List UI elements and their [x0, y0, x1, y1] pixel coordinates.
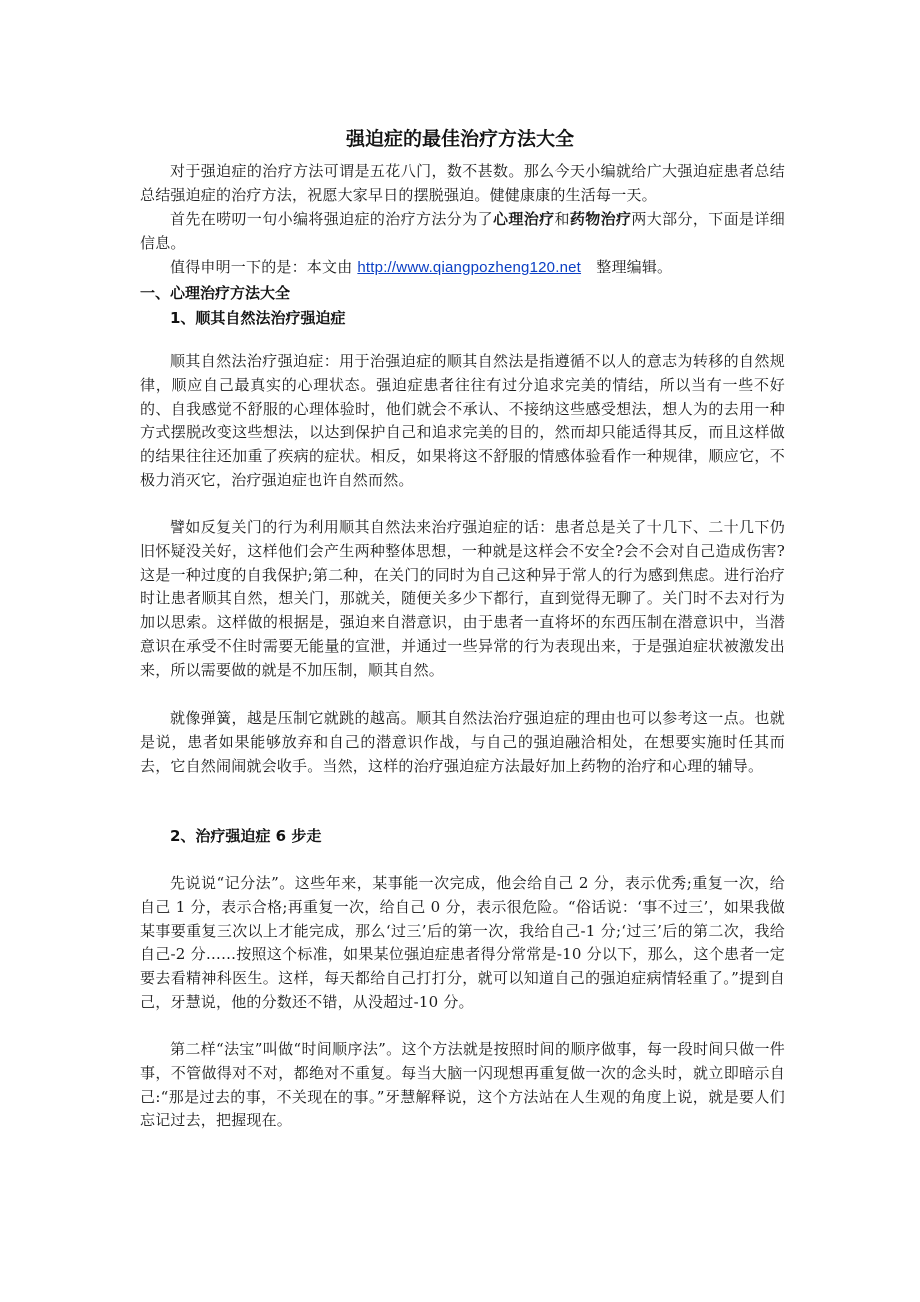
subsection-heading-2: 2、治疗强迫症 6 步走	[170, 827, 322, 845]
intro-text-c: 两大部分，下面是详细信息。	[140, 210, 785, 252]
intro-paragraph-3	[140, 256, 785, 280]
body-paragraph-5: 第二样“法宝”叫做“时间顺序法”。这个方法就是按照时间的顺序做事，每一段时间只做一件事，不管做得对不对，都绝对不重复。每当大脑一闪现想再重复做一次的念头时，就立即暗示自己:“那是过去的事，不关现在的事。”牙慧解释说，这个方法站在人生观的角度上说，就是要人们忘记过去，把握现在。	[140, 1040, 785, 1130]
source-link[interactable]: http://www.qiangpozheng120.net	[357, 259, 582, 276]
body-paragraph-3: 就像弹簧，越是压制它就跳的越高。顺其自然法治疗强迫症的理由也可以参考这一点。也就是说，患者如果能够放弃和自己的潜意识作战，与自己的强迫融洽相处，在想要实施时任其而去，它自然闹闹就会收手。当然，这样的治疗强迫症方法最好加上药物的治疗和心理的辅导。	[140, 709, 785, 775]
intro-paragraph-1: 对于强迫症的治疗方法可谓是五花八门，数不甚数。那么今天小编就给广大强迫症患者总结总结强迫症的治疗方法，祝愿大家早日的摆脱强迫。健健康康的生活每一天。	[140, 162, 785, 204]
body-paragraph-4: 先说说“记分法”。这些年来，某事能一次完成，他会给自己 2 分，表示优秀;重复一次，给自己 1 分，表示合格;再重复一次，给自己 0 分，表示很危险。“俗话说：‘事不过三’，如果我做某事要重复三次以上才能完成，那么‘过三’后的第一次，我给自己-1 分;‘过三’后的第二次，我给自己-2 分……按照这个标准，如果某位强迫症患者得分常常是-10 分以下，那么，这个患者一定要去看精神科医生。这样，每天都给自己打打分，就可以知道自己的强迫症病情轻重了。”提到自己，牙慧说，他的分数还不错，从没超过-10 分。	[140, 874, 785, 1011]
keyword-drug-therapy: 药物治疗	[569, 210, 632, 228]
intro-text-b: 和	[554, 210, 570, 228]
intro-paragraph-2	[140, 208, 785, 256]
body-paragraph-1: 顺其自然法治疗强迫症：用于治强迫症的顺其自然法是指遵循不以人的意志为转移的自然规律，顺应自己最真实的心理状态。强迫症患者往往有过分追求完美的情结，所以当有一些不好的、自我感觉不舒服的心理体验时，他们就会不承认、不接纳这些感受想法，想人为的去用一种方式摆脱改变这些想法，以达到保护自己和追求完美的目的，然而却只能适得其反，而且这样做的结果往往还加重了疾病的症状。相反，如果将这不舒服的情感体验看作一种规律，顺应它，不极力消灭它，治疗强迫症也许自然而然。	[140, 352, 785, 489]
page-title: 强迫症的最佳治疗方法大全	[345, 128, 574, 150]
subsection-heading-1: 1、顺其自然法治疗强迫症	[170, 309, 346, 327]
keyword-psychotherapy: 心理治疗	[492, 210, 555, 228]
source-text-end: 整理编辑。	[581, 258, 673, 276]
source-text: 值得申明一下的是：本文由	[170, 258, 358, 276]
section-heading-psychotherapy: 一、心理治疗方法大全	[140, 284, 291, 302]
intro-text-a: 首先在唠叨一句小编将强迫症的治疗方法分为了	[170, 210, 493, 228]
body-paragraph-2: 譬如反复关门的行为利用顺其自然法来治疗强迫症的话：患者总是关了十几下、二十几下仍旧怀疑没关好，这样他们会产生两种整体思想，一种就是这样会不安全?会不会对自己造成伤害?这是一种过度的自我保护;第二种，在关门的同时为自己这种异于常人的行为感到焦虑。进行治疗时让患者顺其自然，想关门，那就关，随便关多少下都行，直到觉得无聊了。关门时不去对行为加以思索。这样做的根据是，强迫来自潜意识，由于患者一直将坏的东西压制在潜意识中，当潜意识在承受不住时需要无能量的宣泄，并通过一些异常的行为表现出来，于是强迫症状被激发出来，所以需要做的就是不加压制，顺其自然。	[140, 518, 785, 679]
